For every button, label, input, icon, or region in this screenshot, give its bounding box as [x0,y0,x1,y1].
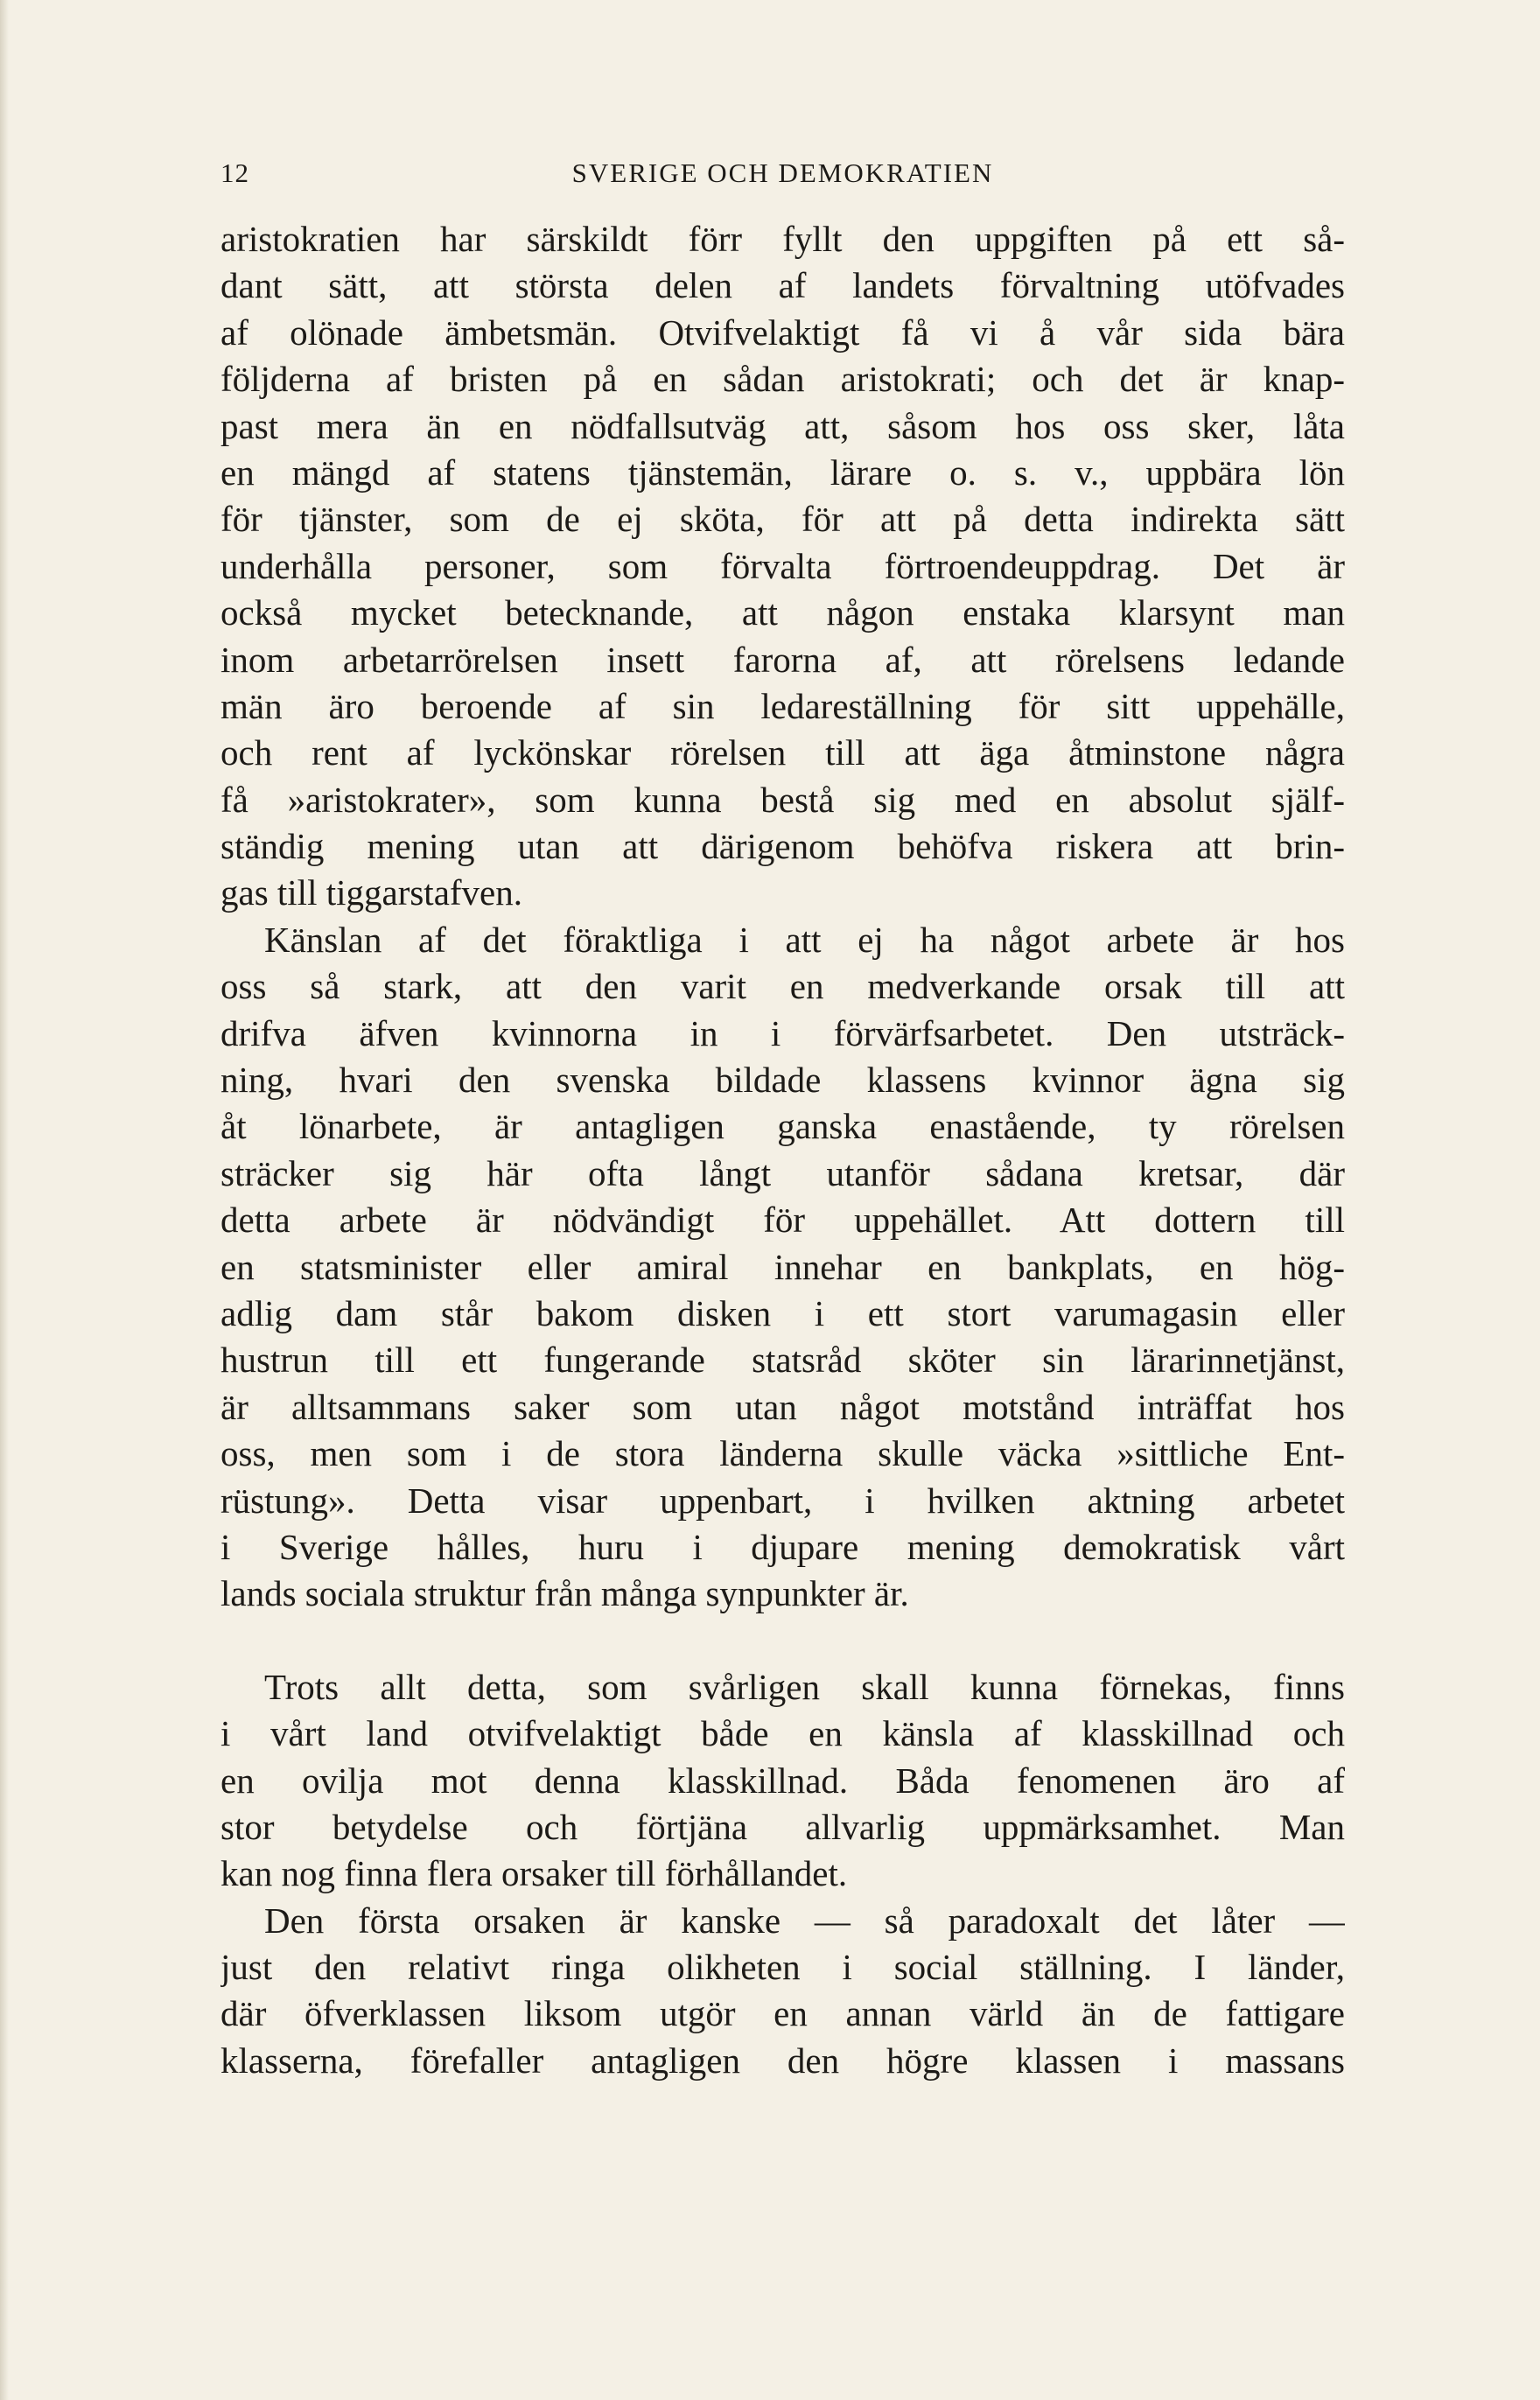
text-line: följderna af bristen på en sådan aristokrati; och det är knap- [220,359,1345,400]
text-line: i Sverige hålles, huru i djupare mening demokratisk vårt [220,1526,1345,1567]
text-line: åt lönarbete, är antagligen ganska enastående, ty rörelsen [220,1106,1345,1147]
text-line: också mycket betecknande, att någon enstaka klarsynt man [220,592,1345,633]
page-number: 12 [220,157,249,188]
text-line: få »aristokrater», som kunna bestå sig med en absolut själf- [220,779,1345,820]
text-line: och rent af lyckönskar rörelsen till att äga åtminstone några [220,732,1345,773]
text-line: aristokratien har särskildt förr fyllt den uppgiften på ett så- [220,219,1345,259]
text-line: oss så stark, att den varit en medverkande orsak till att [220,966,1345,1007]
text-line: ständig mening utan att därigenom behöfva riskera att brin- [220,826,1345,867]
text-line: oss, men som i de stora länderna skulle väcka »sittliche Ent- [220,1433,1345,1474]
text-line: adlig dam står bakom disken i ett stort varumagasin eller [220,1292,1345,1333]
text-line: dant sätt, att största delen af landets förvaltning utöfvades [220,265,1345,306]
text-line: lands sociala struktur från många synpunkter är. [220,1573,909,1614]
text-line: för tjänster, som de ej sköta, för att på detta indirekta sätt [220,499,1345,540]
text-line: just den relativt ringa olikheten i social ställning. I länder, [220,1947,1345,1988]
text-line: män äro beroende af sin ledareställning för sitt uppehälle, [220,685,1345,726]
text-line: drifva äfven kvinnorna in i förvärfsarbetet. Den utsträck- [220,1012,1345,1053]
text-line: ning, hvari den svenska bildade klassens kvinnor ägna sig [220,1060,1345,1101]
text-line: underhålla personer, som förvalta förtroendeuppdrag. Det är [220,545,1345,586]
text-line: klasserna, förefaller antagligen den högre klassen i massans [220,2040,1345,2081]
text-line: detta arbete är nödvändigt för uppehället. Att dottern till [220,1200,1345,1241]
text-line: hustrun till ett fungerande statsråd sköter sin lärarinnetjänst, [220,1340,1345,1381]
text-line: i vårt land otvifvelaktigt både en känsla af klasskillnad och [220,1713,1345,1754]
running-title: SVERIGE OCH DEMOKRATIEN [571,157,994,188]
scan-edge [0,0,9,2400]
section-gap [220,1618,1345,1664]
text-line: gas till tiggarstafven. [220,872,522,913]
text-line: en mängd af statens tjänstemän, lärare o. s. v., uppbära lön [220,451,1345,493]
text-line: en statsminister eller amiral innehar en bankplats, en hög- [220,1246,1345,1287]
text-line: Den första orsaken är kanske — så paradoxalt det låter — [264,1900,1345,1941]
text-line: är alltsammans saker som utan något motstånd inträffat hos [220,1386,1345,1427]
text-line: stor betydelse och förtjäna allvarlig uppmärksamhet. Man [220,1806,1345,1847]
text-line: där öfverklassen liksom utgör en annan värld än de fattigare [220,1993,1345,2034]
text-line: af olönade ämbetsmän. Otvifvelaktigt få vi å vår sida bära [220,311,1345,353]
text-line: sträcker sig här ofta långt utanför sådana kretsar, där [220,1152,1345,1193]
text-line: past mera än en nödfallsutväg att, såsom hos oss sker, låta [220,405,1345,446]
text-line: rüstung». Detta visar uppenbart, i hvilken aktning arbetet [220,1480,1345,1521]
text-line: Trots allt detta, som svårligen skall kunna förnekas, finns [264,1666,1345,1707]
running-header [220,157,1345,196]
text-line: kan nog finna flera orsaker till förhållandet. [220,1853,848,1894]
text-line: inom arbetarrörelsen insett farorna af, att rörelsens ledande [220,639,1345,680]
text-line: en ovilja mot denna klasskillnad. Båda fenomenen äro af [220,1760,1345,1801]
text-line: Känslan af det föraktliga i att ej ha något arbete är hos [264,919,1345,960]
body-text [220,216,1345,2084]
